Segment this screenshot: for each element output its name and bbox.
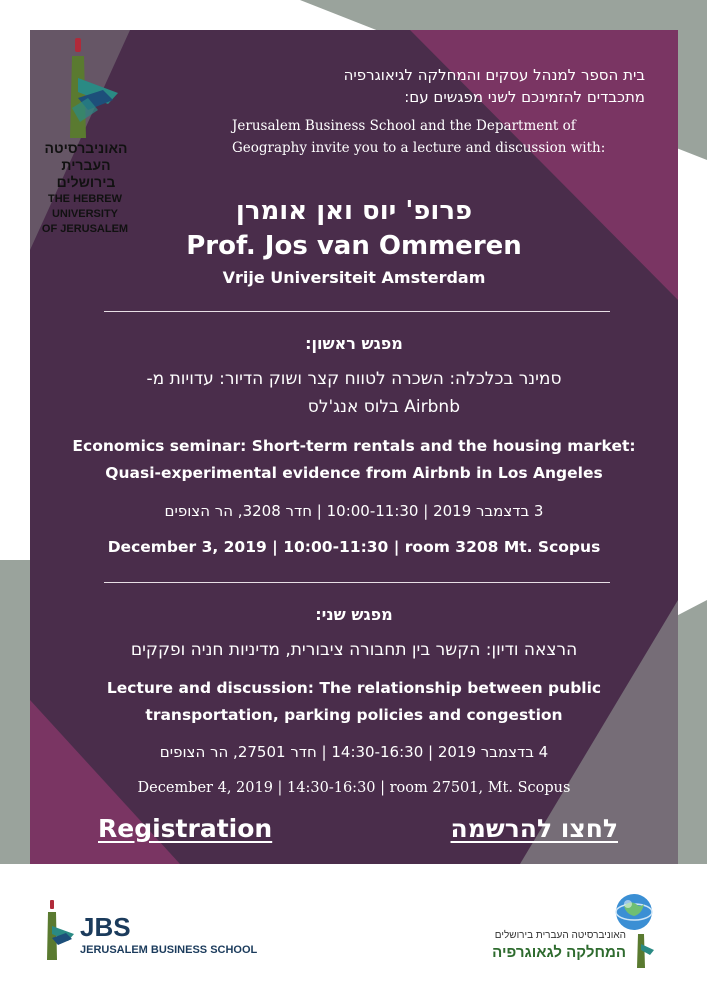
meeting1-when-he: 3 בדצמבר 2019 | 10:00-11:30 | חדר 3208, הר הצופים — [164, 502, 544, 520]
speaker-affiliation: Vrije Universiteit Amsterdam — [222, 268, 486, 287]
invite-en-line2: Geography invite you to a lecture and discussion with: — [232, 140, 606, 156]
divider-2 — [104, 582, 610, 583]
geo-university-line: האוניברסיטה העברית בירושלים — [494, 930, 626, 941]
meeting1-when-en: December 3, 2019 | 10:00-11:30 | room 3208 Mt. Scopus — [107, 538, 601, 556]
meeting2-title-en-line2: transportation, parking policies and congestion — [145, 706, 563, 724]
jbs-name: JERUSALEM BUSINESS SCHOOL — [80, 944, 258, 956]
registration-link-en[interactable]: Registration — [98, 814, 273, 843]
speaker-name-he: פרופ' יוס ואן אומרן — [235, 196, 473, 226]
university-name-he-1: האוניברסיטה — [44, 140, 128, 156]
meeting2-when-en: December 4, 2019 | 14:30-16:30 | room 27501, Mt. Scopus — [137, 780, 571, 796]
meeting2-when-he: 4 בדצמבר 2019 | 14:30-16:30 | חדר 27501, הר הצופים — [159, 743, 549, 761]
divider-1 — [104, 311, 610, 312]
hebrew-university-emblem-icon — [58, 38, 120, 138]
university-name-he-3: בירושלים — [56, 174, 116, 190]
university-name-he-2: העברית — [61, 157, 111, 173]
invite-he-line1: בית הספר למנהל עסקים והמחלקה לגיאוגרפיה — [343, 66, 645, 84]
geo-emblem-icon — [630, 934, 654, 968]
meeting2-title-en-line1: Lecture and discussion: The relationship between public — [106, 679, 602, 697]
invite-en-line1: Jerusalem Business School and the Department of — [232, 118, 576, 134]
speaker-name-en: Prof. Jos van Ommeren — [186, 231, 522, 261]
university-name-en-2: UNIVERSITY — [51, 208, 118, 220]
university-name-en-1: THE HEBREW — [48, 193, 122, 205]
jbs-emblem-icon — [40, 900, 76, 960]
geo-department-line: המחלקה לגאוגרפיה — [492, 944, 626, 961]
meeting2-heading: מפגש שני: — [315, 605, 393, 624]
globe-icon — [614, 892, 654, 932]
jbs-abbr: JBS — [80, 912, 131, 942]
meeting1-title-en-line1: Economics seminar: Short-term rentals and the housing market: — [72, 437, 636, 455]
meeting1-title-he-line1: סמינר בכלכלה: השכרה לטווח קצר ושוק הדיור: עדויות מ- — [146, 369, 562, 389]
meeting1-heading: מפגש ראשון: — [305, 334, 403, 353]
invite-he-line2: מתכבדים להזמינכם לשני מפגשים עם: — [404, 88, 645, 106]
registration-link-he[interactable]: לחצו להרשמה — [450, 814, 618, 843]
meeting1-title-he-line2: Airbnb בלוס אנג'לס — [307, 397, 460, 417]
meeting2-title-he: הרצאה ודיון: הקשר בין תחבורה ציבורית, מדיניות חניה ופקקים — [130, 640, 578, 660]
meeting1-title-en-line2: Quasi-experimental evidence from Airbnb in Los Angeles — [105, 464, 603, 482]
university-name-en-3: OF JERUSALEM — [41, 223, 129, 235]
